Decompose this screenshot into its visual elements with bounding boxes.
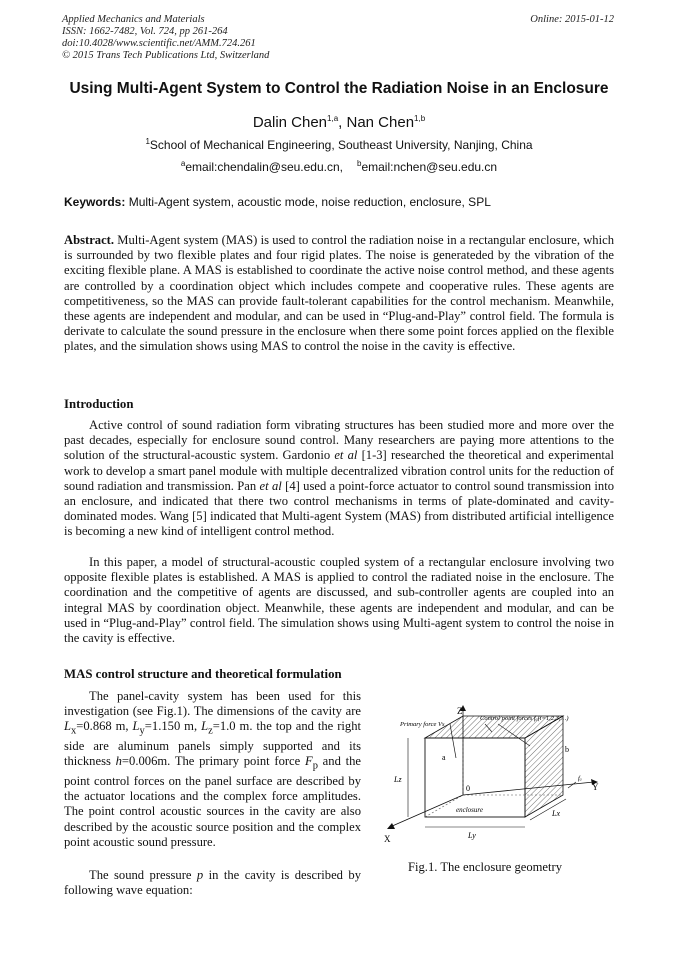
email-a[interactable]: email:chendalin@seu.edu.cn, [185, 160, 343, 174]
intro-p1-text-b: [1-3] researched the theoretical and experimental work to develop a smart panel module with multiple decentralized vibration control units for the reduction of sound radiation and transmission. Pan [64, 448, 614, 493]
intro-p1-etal-1: et al [334, 448, 358, 463]
abstract-label: Abstract. [64, 233, 115, 247]
intro-p1-etal-2: et al [259, 478, 282, 493]
online-date: Online: 2015-01-12 [530, 14, 614, 25]
label-x: X [384, 834, 391, 844]
author-2: Nan Chen [346, 114, 415, 131]
label-lz: Lz [394, 775, 402, 784]
author-1-sup: 1,a [327, 114, 339, 123]
keywords-text: Multi-Agent system, acoustic mode, noise reduction, enclosure, SPL [125, 195, 491, 209]
mas-p2-text-b: in the cavity is described by following wave equation: [64, 868, 361, 898]
author-line [0, 114, 678, 131]
label-enclosure: enclosure [456, 806, 483, 814]
label-b: b [565, 745, 569, 754]
var-ly-sub: y [139, 725, 145, 737]
enclosure-diagram [380, 702, 610, 847]
var-h: h [115, 754, 122, 769]
intro-p1-text-a: Active control of sound radiation form vibrating structures has been studied more and more over the past decades, especially for enclosure sound control. Many researchers are paying more attentions to the solution of the structural-acoustic system. Gardonio [64, 418, 614, 463]
label-fc: fₐ [578, 775, 582, 782]
var-lx: L [64, 719, 72, 734]
mas-paragraph-1 [64, 689, 361, 850]
var-p: p [196, 868, 204, 882]
journal-name: Applied Mechanics and Materials [62, 14, 205, 25]
email-b-sup: b [357, 159, 362, 168]
keywords-label: Keywords: [64, 195, 126, 209]
label-z: Z [457, 706, 463, 716]
author-1: Dalin Chen [252, 114, 328, 131]
mas-p2-text-a: The sound pressure [89, 868, 197, 882]
journal-copyright: © 2015 Trans Tech Publications Ltd, Switzerland [62, 50, 270, 61]
author-2-sup: 1,b [414, 114, 426, 123]
affiliation-text: School of Mechanical Engineering, Southeast University, Nanjing, China [149, 138, 533, 152]
email-a-sup: a [180, 159, 186, 168]
intro-paragraph-2: In this paper, a model of structural-acoustic coupled system of a rectangular enclosure involving two opposite flexible plates is established. A MAS is applied to control the radiated noise in the enclosure. The coordination and the competitive of agents are discussed, and sub-controller agents are coupled into an integral MAS by coordination object. Meanwhile, these agents are independent and modular, and can be used in “Plug-and-Play” control field. The simulation shows using Multi-agent system to control the noise in the cavity is effective. [64, 555, 614, 646]
mas-p1-text-a: The panel-cavity system has been used for this investigation (see Fig.1). The dimensions of the cavity are [64, 689, 361, 719]
abstract [64, 233, 614, 355]
affiliation [0, 138, 678, 152]
label-y: Y [592, 782, 599, 792]
author-separator: , [338, 114, 347, 131]
abstract-text: Multi-Agent system (MAS) is used to control the radiation noise in a rectangular enclosure, which is surrounded by two flexible plates and four rigid plates. The noise is generateded by the vibration of the exciting flexible plane. A MAS is established to coordinate the active noise control method, and these agents are controlled by a coordination object which includes compete and cooperative rules. These agents are competitiveness, so the MAS can provide fault-tolerant capabilities for the control mechanism. Meanwhile, these agents are independent and modular, and can be used in “Plug-and-Play” control field. The formula is derivate to calculate the sound pressure in the enclosure when there some point forces applied on the flexible plates, and the simulation shows using MAS to control the noise in the cavity is effective. [64, 233, 614, 354]
figure-caption: Fig.1. The enclosure geometry [408, 860, 563, 874]
keywords [64, 195, 614, 209]
mas-heading: MAS control structure and theoretical formulation [64, 667, 342, 681]
label-primary-force: Primary force Vs [400, 721, 445, 728]
var-lz: L [201, 719, 209, 734]
var-lz-val: =1.0 m. the top and the right side are aluminum panels simply supported and its thickness [64, 719, 361, 769]
email-line [0, 160, 678, 174]
enclosure-figure [380, 702, 610, 847]
var-fp-sub: p [312, 760, 318, 772]
label-a: a [442, 753, 446, 762]
var-h-val: =0.006m. The primary point force [121, 754, 305, 769]
intro-heading: Introduction [64, 397, 134, 411]
var-ly: L [132, 719, 140, 734]
journal-issn: ISSN: 1662-7482, Vol. 724, pp 261-264 [62, 26, 228, 37]
journal-doi: doi:10.4028/www.scientific.net/AMM.724.261 [62, 38, 256, 49]
var-ly-val: =1.150 m, [144, 719, 202, 734]
label-lx: Lx [552, 809, 560, 818]
paper-title: Using Multi-Agent System to Control the Radiation Noise in an Enclosure [69, 80, 609, 97]
label-ly: Ly [468, 831, 476, 840]
label-control-forces: Control point forces fₐ(i=1,2,3,…) [480, 715, 569, 722]
email-b[interactable]: email:nchen@seu.edu.cn [361, 160, 498, 174]
var-lx-sub: x [71, 725, 77, 737]
x-axis [390, 795, 463, 827]
intro-paragraph-1 [64, 418, 614, 540]
label-origin: 0 [466, 784, 470, 793]
mas-paragraph-2 [64, 868, 361, 898]
var-lx-val: =0.868 m, [76, 719, 133, 734]
var-lz-sub: z [208, 725, 213, 737]
intro-p1-text-c: [4] used a point-force actuator to control sound transmission into an enclosure, and indicated that there two control mechanisms in terms of plate-dominated and cavity-dominated modes. Wang [5] indicated that Multi-agent System (MAS) from distributed artificial intelligence is becoming a new kind of intelligent control method. [64, 478, 614, 539]
affiliation-sup: 1 [145, 137, 150, 146]
var-fp: F [304, 754, 313, 769]
mas-p1-text-b: and the point control forces on the panel surface are described by the actuator locations and the complex force amplitudes. The point control acoustic sources in the cavity are also described by the acoustic source position and the complex point acoustic sound pressure. [64, 754, 361, 849]
journal-header [62, 14, 269, 62]
